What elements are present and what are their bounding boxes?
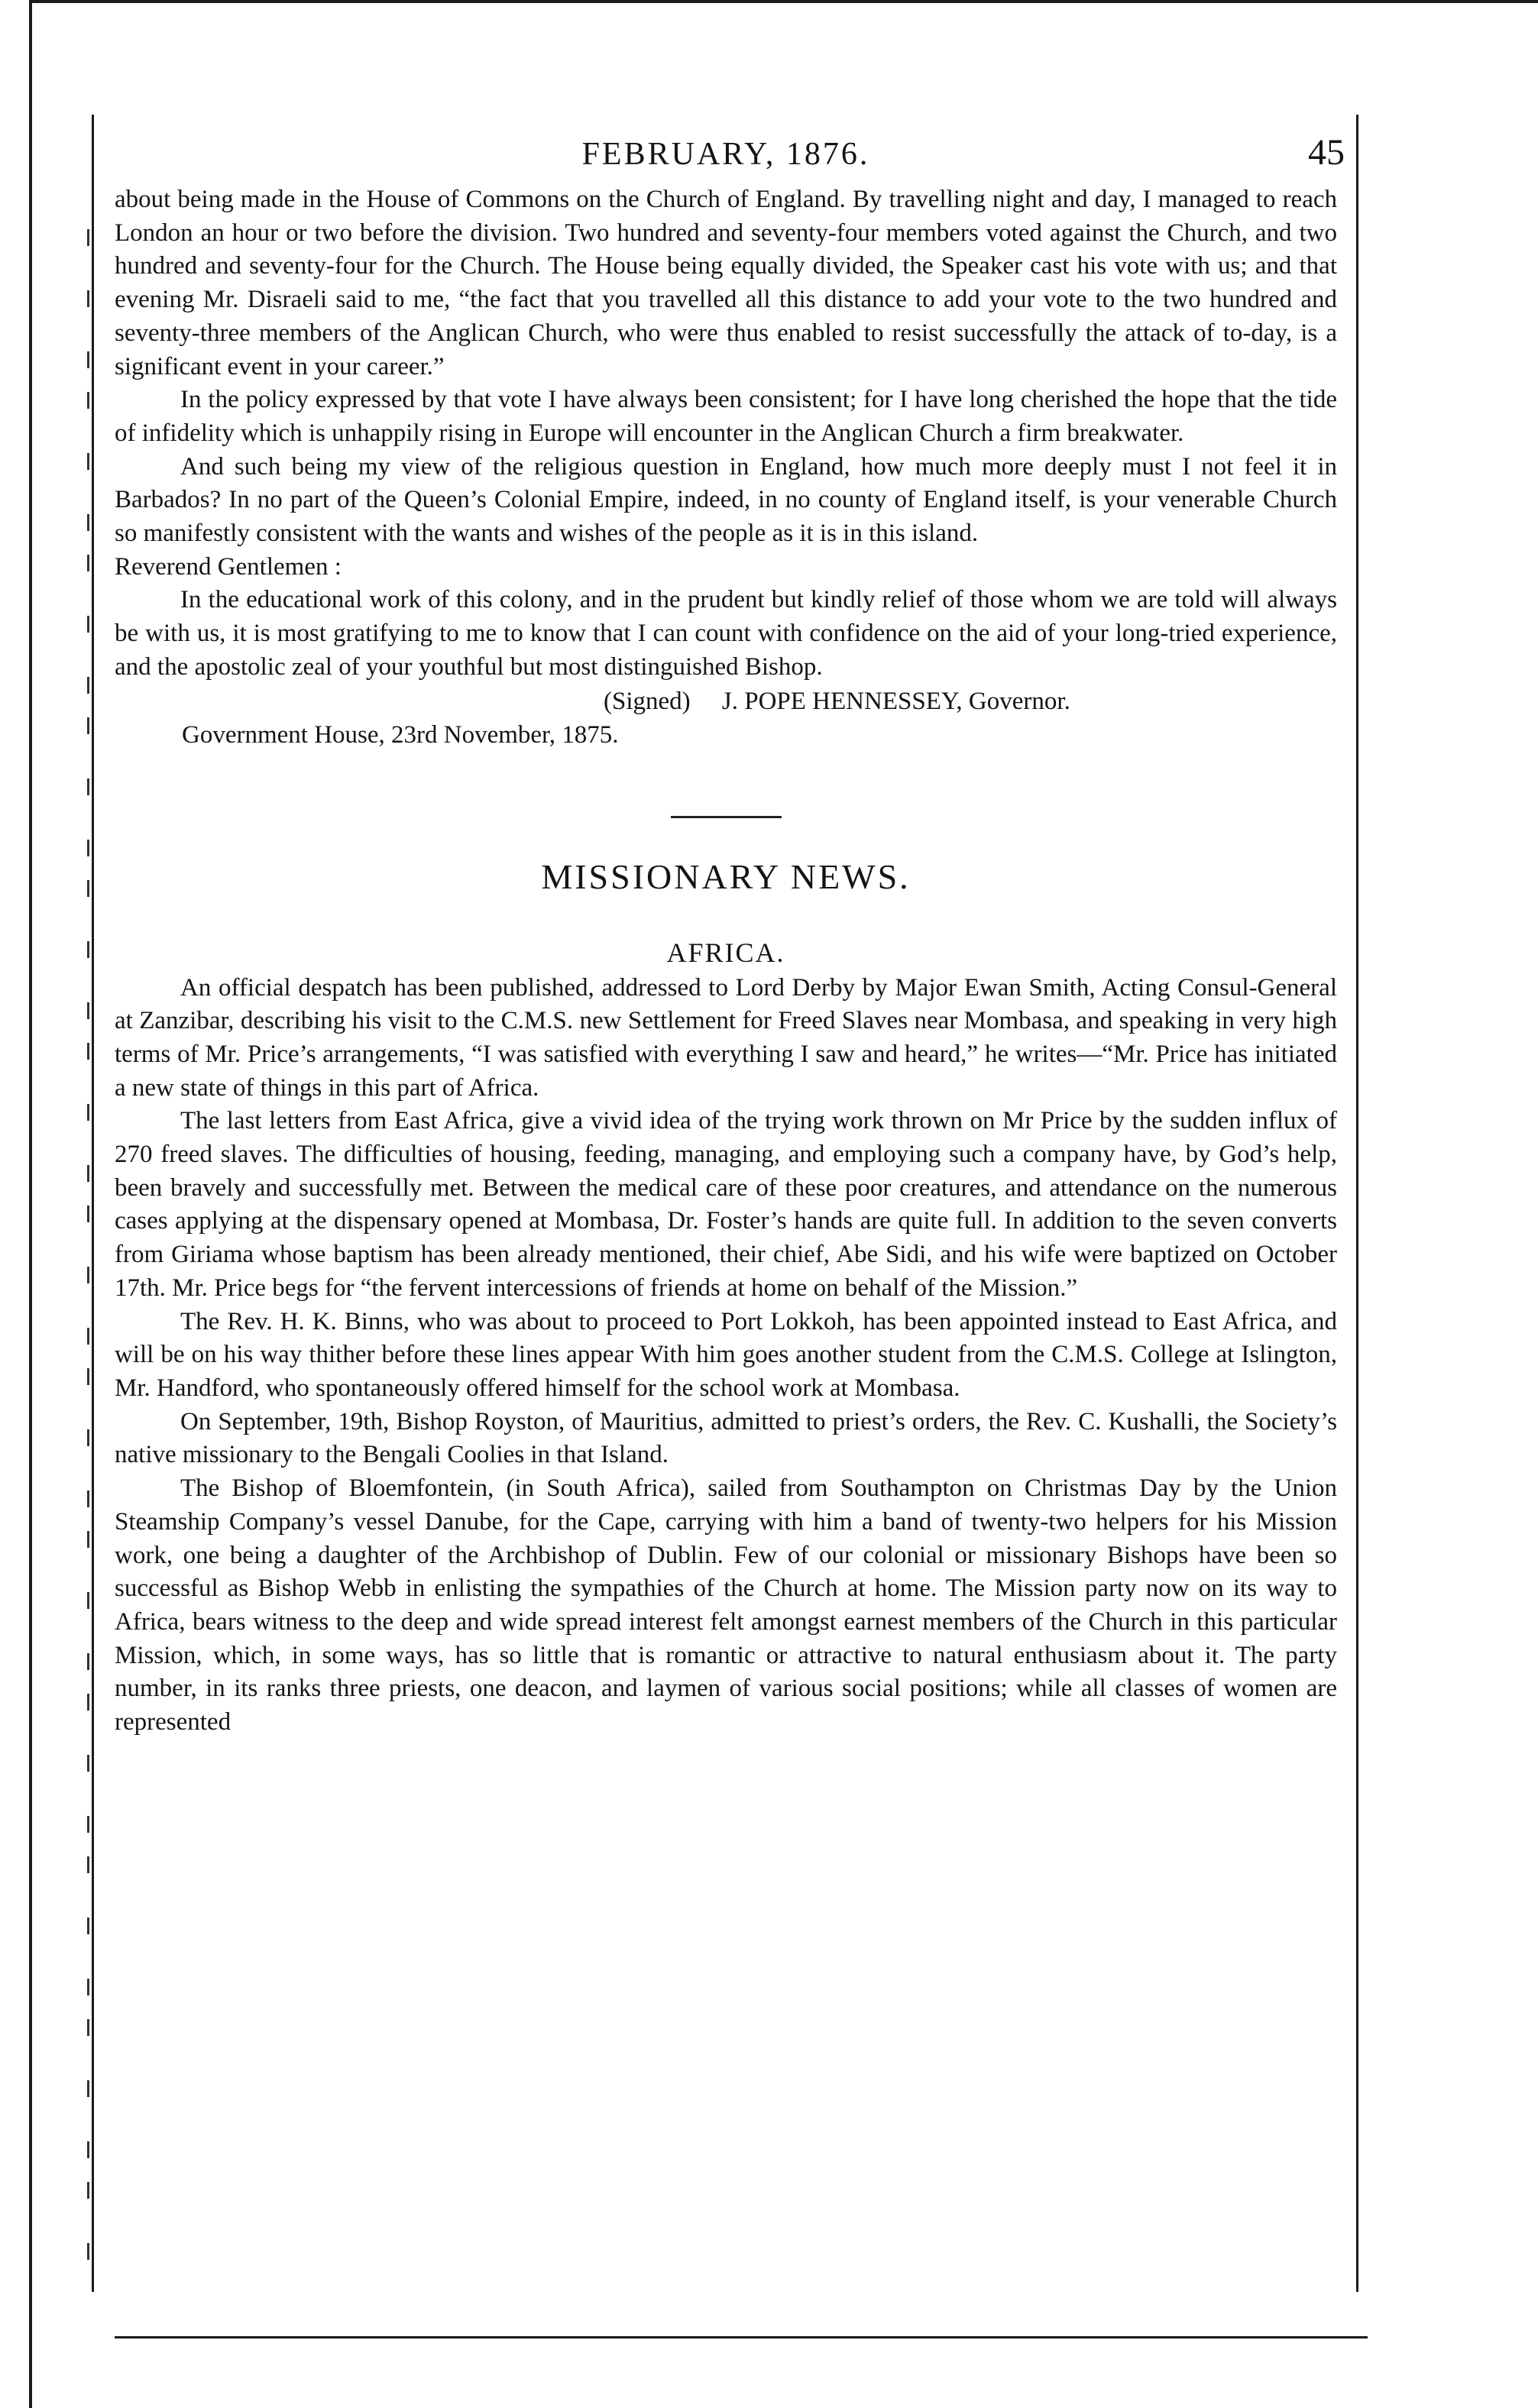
gutter-tick: [87, 1267, 89, 1283]
letter-paragraph: about being made in the House of Commons on the Church of England. By travelling night and day, I managed to reach London an hour or two before the division. Two hundred and seventy-four members voted against the Church, and two hundred and seventy-four for the Church. The House being equally divided, the Speaker cast his vote with us; and that evening Mr. Disraeli said to me, “the fact that you travelled all this distance to add your vote to the two hundred and seventy-three members of the Anglican Church, who were thus enabled to resist successfully the attack of to-day, is a significant event in your career.”: [115, 186, 1337, 380]
gutter-tick: [87, 2141, 89, 2158]
gutter-tick: [87, 1490, 89, 1507]
gutter-tick: [87, 1592, 89, 1609]
gutter-tick: [87, 514, 89, 531]
gutter-tick: [87, 2182, 89, 2199]
page-body: [115, 115, 1345, 1740]
signature: (Signed) J. POPE HENNESSEY, Governor.: [604, 687, 1070, 715]
africa-paragraph: An official despatch has been published, addressed to Lord Derby by Major Ewan Smith, Acting Consul-General at Zanzibar, describing his visit to the C.M.S. new Settlement for Freed Slaves near Mombasa, and speaking in very high terms of Mr. Price’s arrangements, “I was satisfied with everything I saw and heard,” he writes—“Mr. Price has initiated a new state of things in this part of Africa.: [115, 973, 1337, 1102]
gutter-tick: [87, 1429, 89, 1446]
africa-paragraph: The last letters from East Africa, give a vivid idea of the trying work thrown on Mr Price by the sudden influx of 270 freed slaves. The difficulties of housing, feeding, managing, and employing such a company have, by God’s help, been bravely and successfully met. Between the medical care of these poor creatures, and attendance on the numerous cases applying at the dispensary opened at Mombasa, Dr. Foster’s hands are quite full. In addition to the seven converts from Giriama whose baptism has been already mentioned, their chief, Abe Sidi, and his wife were baptized on October 17th. Mr. Price begs for “the fervent intercessions of friends at home on behalf of the Mission.”: [115, 1107, 1337, 1302]
africa-paragraph: The Rev. H. K. Binns, who was about to proceed to Port Lokkoh, has been appointed instead to East Africa, and will be on his way thither before these lines appear With him goes another student from the C.M.S. College at Islington, Mr. Handford, who spontaneously offered himself for the school work at Mombasa.: [115, 1307, 1337, 1402]
gutter-tick: [87, 2243, 89, 2260]
dateline: Government House, 23rd November, 1875.: [182, 720, 619, 749]
gutter-tick: [87, 778, 89, 795]
gutter-tick: [87, 1002, 89, 1019]
text-right-rule: [1356, 115, 1358, 2292]
gutter-tick: [87, 2019, 89, 2036]
gutter-tick: [87, 717, 89, 734]
top-margin-rule: [29, 0, 1538, 3]
gutter-tick: [87, 1165, 89, 1182]
gutter-tick: [87, 1328, 89, 1345]
africa-paragraph: On September, 19th, Bishop Royston, of Mauritius, admitted to priest’s orders, the Rev. C. Kushalli, the Society’s native missionary to the Bengali Coolies in that Island.: [115, 1407, 1337, 1469]
gutter-tick: [87, 555, 89, 571]
gutter-tick: [87, 229, 89, 246]
letter-paragraph: In the policy expressed by that vote I have always been consistent; for I have long cherished the hope that the tide of infidelity which is unhappily rising in Europe will encounter in the Anglican Church a firm breakwater.: [115, 386, 1337, 447]
section-title: MISSIONARY NEWS.: [541, 856, 911, 896]
gutter-tick: [87, 1104, 89, 1121]
bottom-rule: [115, 2336, 1368, 2338]
gutter-tick: [87, 1694, 89, 1711]
gutter-tick: [87, 1206, 89, 1222]
salutation: Reverend Gentlemen :: [115, 552, 342, 581]
running-header: [115, 115, 1345, 183]
gutter-tick: [87, 1856, 89, 1873]
gutter-tick: [87, 1918, 89, 1934]
gutter-tick: [87, 840, 89, 856]
gutter-tick: [87, 1653, 89, 1670]
gutter-tick: [87, 453, 89, 470]
gutter-tick: [87, 1755, 89, 1772]
closing-paragraph: In the educational work of this colony, and in the prudent but kindly relief of those whom we are told will always be with us, it is most gratifying to me to know that I can count with confidence on the aid of your long-tried experience, and the apostolic zeal of your youthful but most distinguished Bishop.: [115, 586, 1337, 681]
gutter-tick: [87, 941, 89, 958]
gutter-tick: [87, 677, 89, 694]
subsection-title: AFRICA.: [666, 937, 785, 968]
gutter-tick: [87, 1816, 89, 1833]
gutter-marks: [87, 229, 95, 2292]
gutter-tick: [87, 1531, 89, 1548]
gutter-tick: [87, 392, 89, 409]
gutter-tick: [87, 1979, 89, 1995]
section-divider: [671, 816, 782, 818]
running-title: FEBRUARY, 1876.: [581, 137, 870, 172]
gutter-tick: [87, 616, 89, 633]
africa-paragraph: The Bishop of Bloemfontein, (in South Africa), sailed from Southampton on Christmas Day by the Union Steamship Company’s vessel Danube, for the Cape, carrying with him a band of twenty-two helpers for his Mission work, one being a daughter of the Archbishop of Dublin. Few of our colonial or missionary Bishops have been so successful as Bishop Webb in enlisting the sympathies of the Church at home. The Mission party now on its way to Africa, bears witness to the deep and wide spread interest felt amongst earnest members of the Church in this particular Mission, which, in some ways, has so little that is romantic or attractive to natural enthusiasm about it. The party number, in its ranks three priests, one deacon, and laymen of various social positions; while all classes of women are represented: [115, 1474, 1337, 1736]
letter-paragraph: And such being my view of the religious question in England, how much more deeply must I not feel it in Barbados? In no part of the Queen’s Colonial Empire, indeed, in no county of England itself, is your venerable Church so manifestly consistent with the wants and wishes of the people as it is in this island.: [115, 452, 1337, 548]
gutter-tick: [87, 1368, 89, 1385]
gutter-tick: [87, 351, 89, 368]
gutter-tick: [87, 880, 89, 897]
gutter-tick: [87, 2080, 89, 2097]
gutter-tick: [87, 290, 89, 307]
left-margin-rule: [29, 0, 32, 2408]
page-number: 45: [1308, 132, 1345, 173]
gutter-tick: [87, 1043, 89, 1060]
